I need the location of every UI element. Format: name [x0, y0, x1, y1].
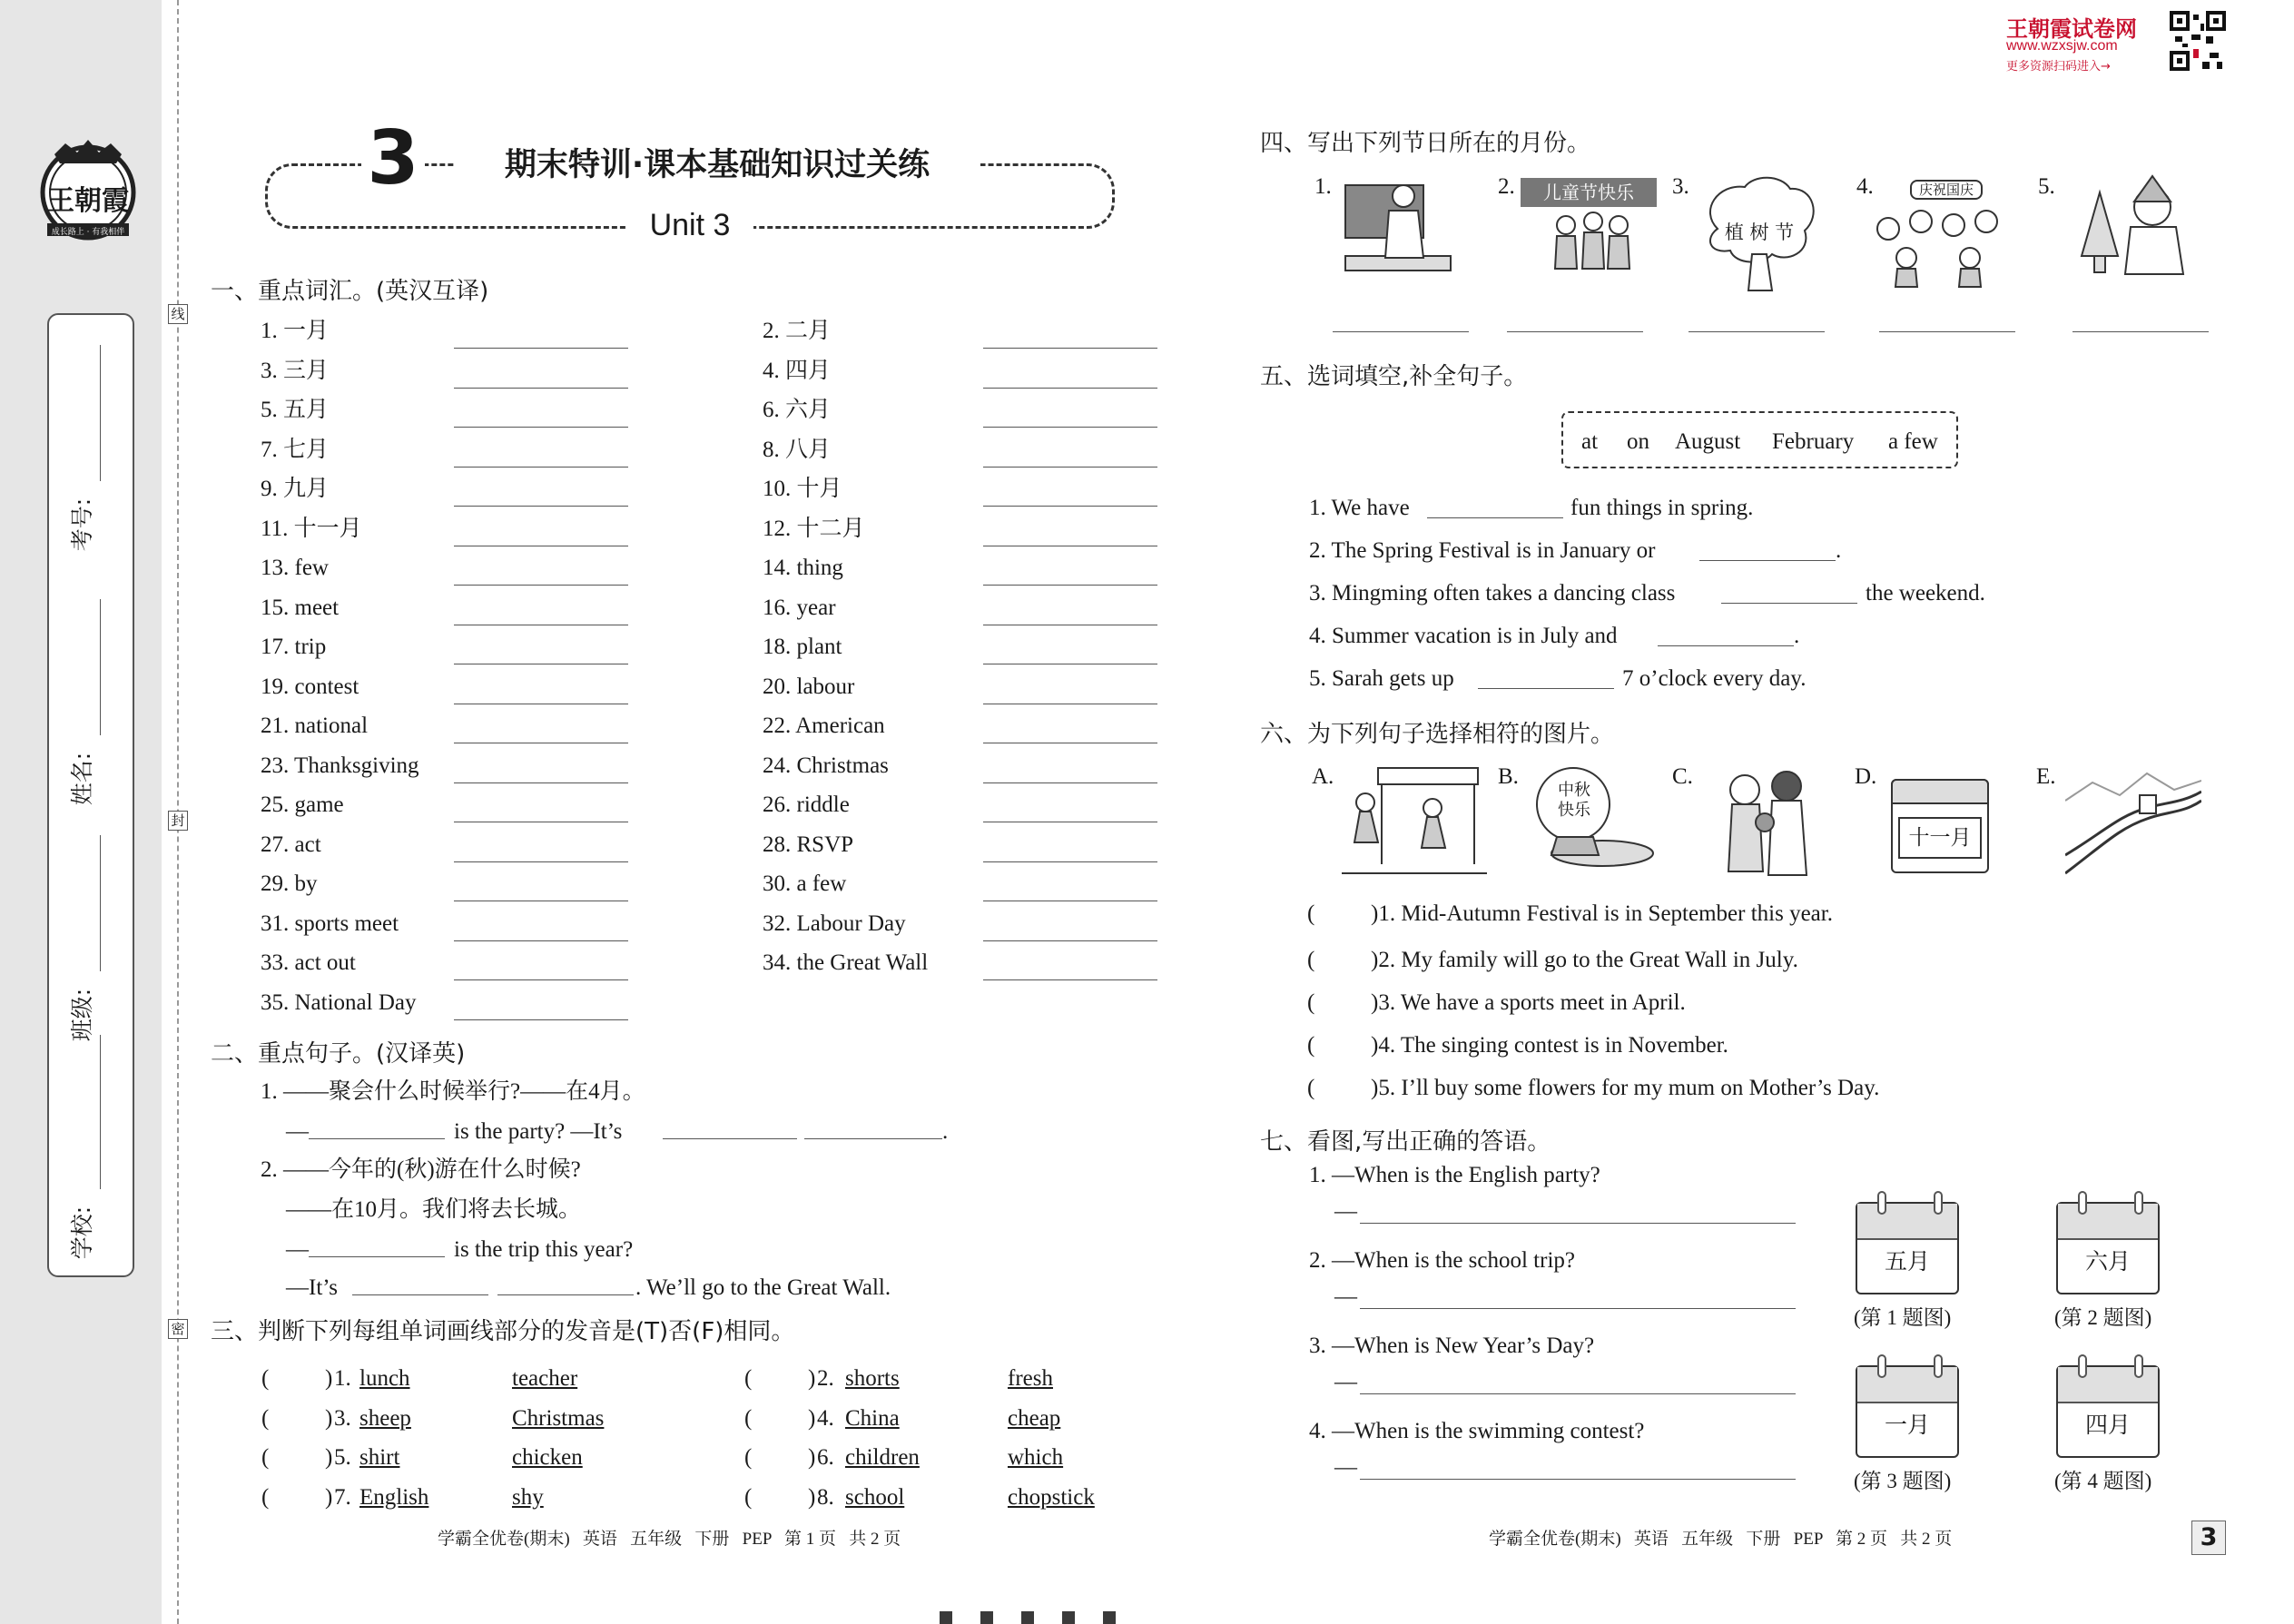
- vocab-answer-blank[interactable]: [983, 467, 1157, 468]
- s2-q2-blank3[interactable]: [497, 1294, 634, 1295]
- s5-4a: 4. Summer vacation is in July and: [1309, 624, 1618, 648]
- s5-blank-5[interactable]: [1478, 688, 1614, 689]
- s6-label-d: D.: [1855, 764, 1877, 789]
- s7-answer-blank[interactable]: [1360, 1223, 1796, 1224]
- vocab-answer-blank[interactable]: [983, 861, 1157, 862]
- tf-answer-paren[interactable]: (: [261, 1405, 270, 1431]
- tf-answer-paren[interactable]: (: [744, 1405, 753, 1431]
- vocab-item: 29. by: [261, 871, 318, 896]
- vocab-item: 28. RSVP: [763, 832, 854, 857]
- s7-answer-dash: —: [1334, 1455, 1357, 1480]
- tf-word-2: chopstick: [1008, 1484, 1095, 1510]
- childrens-day-banner: 儿童节快乐: [1521, 178, 1657, 207]
- vocab-answer-blank[interactable]: [983, 979, 1157, 980]
- s7-question: 2. —When is the school trip?: [1309, 1248, 1575, 1273]
- tf-word-2: shy: [512, 1484, 544, 1510]
- vocab-item: 8. 八月: [763, 437, 832, 462]
- s2-q1: 1. ——聚会什么时候举行?——在4月。: [261, 1079, 645, 1104]
- tf-item-number: 3.: [334, 1405, 351, 1431]
- vocab-item: 5. 五月: [261, 398, 330, 422]
- tf-answer-paren[interactable]: (: [744, 1366, 753, 1391]
- section1-title: 一、重点词汇。(英汉互译): [211, 278, 489, 305]
- tf-close-paren: ): [325, 1366, 333, 1391]
- vocab-answer-blank[interactable]: [454, 348, 628, 349]
- s6-label-a: A.: [1312, 764, 1334, 789]
- tf-word-1: lunch: [359, 1366, 410, 1391]
- s2-q2-blank1[interactable]: [309, 1256, 445, 1257]
- tf-close-paren: ): [325, 1405, 333, 1431]
- vocab-answer-blank[interactable]: [983, 388, 1157, 389]
- national-day-image: [1870, 174, 2023, 289]
- s4-label-2: 2.: [1498, 174, 1515, 199]
- vocab-answer-blank[interactable]: [983, 940, 1157, 941]
- tf-answer-paren[interactable]: (: [261, 1445, 270, 1470]
- vocab-answer-blank[interactable]: [454, 388, 628, 389]
- qr-code-icon: [2170, 11, 2226, 71]
- s4-blank-3[interactable]: [1689, 331, 1825, 332]
- section4-title: 四、写出下列节日所在的月份。: [1260, 130, 1591, 157]
- name-label: 姓名:: [69, 752, 96, 806]
- tf-close-paren: ): [808, 1405, 816, 1431]
- vocab-answer-blank[interactable]: [983, 348, 1157, 349]
- match-answer-paren[interactable]: (: [1307, 1033, 1315, 1058]
- mothers-day-image: [1705, 763, 1825, 881]
- vocab-answer-blank[interactable]: [454, 940, 628, 941]
- s5-blank-2[interactable]: [1699, 560, 1836, 561]
- calendar-caption: (第 3 题图): [1854, 1470, 1952, 1492]
- s7-answer-dash: —: [1334, 1370, 1357, 1394]
- section3-title: 三、判断下列每组单词画线部分的发音是(T)否(F)相同。: [211, 1318, 795, 1345]
- s2-q2-end: . We’ll go to the Great Wall.: [635, 1275, 891, 1300]
- calendar-icon: [2056, 1365, 2160, 1458]
- tf-close-paren: ): [808, 1366, 816, 1391]
- tf-item-number: 1.: [334, 1366, 351, 1391]
- s7-question: 4. —When is the swimming contest?: [1309, 1419, 1645, 1443]
- s7-answer-blank[interactable]: [1360, 1308, 1796, 1309]
- vocab-answer-blank[interactable]: [983, 427, 1157, 428]
- tf-word-1: shirt: [359, 1445, 400, 1470]
- s7-question: 1. —When is the English party?: [1309, 1163, 1600, 1187]
- s2-q2-answer-start: —It’s: [286, 1275, 338, 1300]
- s4-label-4: 4.: [1856, 174, 1874, 199]
- match-sentence: )4. The singing contest is in November.: [1371, 1033, 1728, 1058]
- s6-label-c: C.: [1672, 764, 1693, 789]
- vocab-item: 19. contest: [261, 674, 359, 699]
- header-title: 期末特训·课本基础知识过关练: [454, 145, 980, 185]
- vocab-item: 11. 十一月: [261, 516, 362, 541]
- vocab-item: 31. sports meet: [261, 910, 399, 936]
- mid-autumn-text: 中秋 快乐: [1558, 781, 1590, 820]
- footer-right: 学霸全优卷(期末) 英语 五年级 下册 PEP 第 2 页 共 2 页: [1489, 1530, 1953, 1549]
- vocab-item: 10. 十月: [763, 477, 842, 501]
- tf-word-2: chicken: [512, 1445, 583, 1470]
- mid-autumn-image: [1521, 764, 1657, 871]
- sports-meet-image: [1342, 764, 1487, 881]
- vocab-item: 18. plant: [763, 635, 842, 659]
- tf-word-2: which: [1008, 1445, 1064, 1470]
- tf-word-2: fresh: [1008, 1366, 1053, 1391]
- vocab-item: 26. riddle: [763, 792, 850, 817]
- calendar-month: 五月: [1884, 1248, 1930, 1275]
- section2-title: 二、重点句子。(汉译英): [211, 1040, 466, 1068]
- s6-label-e: E.: [2036, 764, 2056, 789]
- tf-word-1: school: [845, 1484, 905, 1510]
- s5-3b: the weekend.: [1866, 581, 1985, 605]
- vocab-item: 27. act: [261, 832, 321, 857]
- vocab-item: 20. labour: [763, 674, 855, 699]
- header-unit: Unit 3: [626, 205, 753, 245]
- childrens-day-image: [1521, 174, 1657, 276]
- vocab-item: 34. the Great Wall: [763, 950, 929, 975]
- word-bank-at: at: [1581, 429, 1599, 454]
- s7-answer-dash: —: [1334, 1284, 1357, 1309]
- s5-3a: 3. Mingming often takes a dancing class: [1309, 581, 1676, 605]
- footer-left: 学霸全优卷(期末) 英语 五年级 下册 PEP 第 1 页 共 2 页: [438, 1530, 901, 1549]
- s7-question: 3. —When is New Year’s Day?: [1309, 1334, 1595, 1358]
- vocab-item: 7. 七月: [261, 437, 330, 462]
- s4-label-3: 3.: [1672, 174, 1689, 199]
- vocab-item: 4. 四月: [763, 358, 832, 383]
- vocab-answer-blank[interactable]: [454, 427, 628, 428]
- tf-word-2: Christmas: [512, 1405, 605, 1431]
- vocab-item: 2. 二月: [763, 319, 832, 343]
- teachers-day-image: [1342, 174, 1460, 276]
- s2-q2-blank2[interactable]: [352, 1294, 488, 1295]
- match-sentence: )5. I’ll buy some flowers for my mum on Mother’s Day.: [1371, 1076, 1880, 1100]
- s4-blank-2[interactable]: [1507, 331, 1643, 332]
- s5-blank-1[interactable]: [1427, 517, 1563, 518]
- vocab-item: 1. 一月: [261, 319, 330, 343]
- match-answer-paren[interactable]: (: [1307, 948, 1315, 972]
- s4-blank-1[interactable]: [1333, 331, 1469, 332]
- name-field[interactable]: [69, 599, 109, 817]
- calendar-month: 一月: [1884, 1412, 1930, 1438]
- s2-q1-blank2[interactable]: [663, 1138, 797, 1139]
- page-number: 3: [2191, 1521, 2226, 1555]
- vocab-item: 21. national: [261, 714, 369, 738]
- tf-word-1: shorts: [845, 1366, 900, 1391]
- tf-word-1: sheep: [359, 1405, 411, 1431]
- section7-title: 七、看图,写出正确的答语。: [1260, 1128, 1551, 1156]
- vocab-answer-blank[interactable]: [454, 585, 628, 586]
- s5-1a: 1. We have: [1309, 496, 1410, 520]
- word-bank-a-few: a few: [1888, 429, 1938, 454]
- calendar-caption: (第 2 题图): [2054, 1306, 2152, 1329]
- match-answer-paren[interactable]: (: [1307, 901, 1315, 926]
- school-label: 学校:: [69, 1206, 96, 1260]
- school-field[interactable]: [69, 1035, 109, 1271]
- tree-planting-image: [1699, 174, 1819, 297]
- match-sentence: )1. Mid-Autumn Festival is in September this year.: [1371, 901, 1833, 926]
- tf-item-number: 8.: [817, 1484, 834, 1510]
- vocab-item: 17. trip: [261, 635, 327, 659]
- tf-item-number: 2.: [817, 1366, 834, 1391]
- section5-title: 五、选词填空,补全句子。: [1260, 363, 1528, 390]
- word-bank-on: on: [1627, 429, 1649, 454]
- vocab-item: 9. 九月: [261, 477, 330, 501]
- vocab-item: 30. a few: [763, 871, 847, 896]
- tf-word-2: teacher: [512, 1366, 578, 1391]
- calendar-icon: [1856, 1365, 1959, 1458]
- s2-q1-end: .: [942, 1119, 949, 1144]
- s2-q2-dash: —: [286, 1237, 309, 1262]
- vocab-item: 14. thing: [763, 556, 843, 580]
- center-bar: [940, 1611, 952, 1624]
- november-calendar-image: [1891, 779, 1989, 873]
- calendar-month: 六月: [2084, 1248, 2131, 1275]
- logo: [34, 136, 142, 243]
- s5-4b: .: [1794, 624, 1800, 648]
- s4-blank-4[interactable]: [1879, 331, 2015, 332]
- november-text: 十一月: [1898, 817, 1982, 859]
- s6-label-b: B.: [1498, 764, 1519, 789]
- binding-mark-xian: 线: [168, 304, 188, 324]
- vocab-item: 23. Thanksgiving: [261, 753, 419, 778]
- match-answer-paren[interactable]: (: [1307, 1076, 1315, 1100]
- tf-close-paren: ): [325, 1445, 333, 1470]
- tree-planting-text: 植 树 节: [1724, 221, 1795, 243]
- s5-5a: 5. Sarah gets up: [1309, 666, 1454, 691]
- vocab-answer-blank[interactable]: [454, 979, 628, 980]
- tf-answer-paren[interactable]: (: [261, 1366, 270, 1391]
- match-sentence: )2. My family will go to the Great Wall in July.: [1371, 948, 1798, 972]
- s5-2a: 2. The Spring Festival is in January or: [1309, 538, 1656, 563]
- s5-blank-4[interactable]: [1658, 645, 1794, 646]
- tf-item-number: 5.: [334, 1445, 351, 1470]
- vocab-item: 35. National Day: [261, 989, 417, 1015]
- center-bar: [980, 1611, 993, 1624]
- calendar-icon: [2056, 1202, 2160, 1294]
- binding-mark-feng: 封: [168, 811, 188, 831]
- calendar-icon: [1856, 1202, 1959, 1294]
- class-field[interactable]: [69, 835, 109, 1053]
- tf-item-number: 7.: [334, 1484, 351, 1510]
- exam-number-label: 考号:: [69, 497, 96, 552]
- tf-word-2: cheap: [1008, 1405, 1061, 1431]
- class-label: 班级:: [69, 988, 96, 1042]
- s2-q1-blank3[interactable]: [804, 1138, 942, 1139]
- calendar-month: 四月: [2084, 1412, 2131, 1438]
- tf-item-number: 6.: [817, 1445, 834, 1470]
- vocab-answer-blank[interactable]: [983, 585, 1157, 586]
- center-bar: [1103, 1611, 1116, 1624]
- logo-tagline: 成长路上 · 有我相伴: [51, 228, 125, 237]
- vocab-answer-blank[interactable]: [983, 782, 1157, 783]
- s7-answer-blank[interactable]: [1360, 1393, 1796, 1394]
- vocab-item: 15. meet: [261, 595, 340, 620]
- s2-q1-blank1[interactable]: [309, 1138, 445, 1139]
- calendar-caption: (第 1 题图): [1854, 1306, 1952, 1329]
- vocab-answer-blank[interactable]: [454, 782, 628, 783]
- vocab-item: 3. 三月: [261, 358, 330, 383]
- tf-item-number: 4.: [817, 1405, 834, 1431]
- center-bar: [1021, 1611, 1034, 1624]
- vocab-answer-blank[interactable]: [454, 861, 628, 862]
- s5-5b: 7 o’clock every day.: [1622, 666, 1807, 691]
- center-bar: [1062, 1611, 1075, 1624]
- section6-title: 六、为下列句子选择相符的图片。: [1260, 721, 1615, 748]
- exam-number-field[interactable]: [69, 345, 109, 563]
- word-bank-february: February: [1772, 429, 1855, 454]
- s4-label-5: 5.: [2038, 174, 2055, 199]
- s2-q1-dash: —: [286, 1119, 309, 1144]
- vocab-item: 6. 六月: [763, 398, 832, 422]
- vocab-item: 16. year: [763, 595, 836, 620]
- tf-word-1: English: [359, 1484, 429, 1510]
- vocab-item: 22. American: [763, 714, 885, 738]
- calendar-caption: (第 4 题图): [2054, 1470, 2152, 1492]
- s7-answer-blank[interactable]: [1360, 1479, 1796, 1480]
- s4-label-1: 1.: [1314, 174, 1332, 199]
- tf-close-paren: ): [808, 1484, 816, 1510]
- christmas-image: [2074, 174, 2201, 283]
- tf-answer-paren[interactable]: (: [744, 1445, 753, 1470]
- vocab-item: 33. act out: [261, 950, 356, 975]
- match-answer-paren[interactable]: (: [1307, 990, 1315, 1015]
- tf-word-1: China: [845, 1405, 900, 1431]
- vocab-item: 32. Labour Day: [763, 910, 906, 936]
- vocab-answer-blank[interactable]: [983, 506, 1157, 507]
- vocab-item: 25. game: [261, 792, 344, 817]
- s2-q2: 2. ——今年的(秋)游在什么时候?: [261, 1157, 581, 1182]
- tf-word-1: children: [845, 1445, 920, 1470]
- s2-q2-cn: ——在10月。我们将去长城。: [286, 1197, 582, 1222]
- tf-close-paren: ): [808, 1445, 816, 1470]
- tf-close-paren: ): [325, 1484, 333, 1510]
- s5-1b: fun things in spring.: [1570, 496, 1754, 520]
- s7-answer-dash: —: [1334, 1199, 1357, 1224]
- match-sentence: )3. We have a sports meet in April.: [1371, 990, 1686, 1015]
- vocab-item: 13. few: [261, 556, 329, 580]
- logo-text: 王朝霞: [47, 185, 129, 217]
- s5-2b: .: [1836, 538, 1842, 563]
- binding-mark-mi: 密: [168, 1319, 188, 1339]
- watermark-brand: 王朝霞试卷网: [2006, 16, 2137, 42]
- watermark-url: www.wzxsjw.com: [2006, 38, 2118, 54]
- great-wall-image: [2065, 764, 2201, 878]
- word-bank-august: August: [1675, 429, 1741, 454]
- tf-answer-paren[interactable]: (: [261, 1484, 270, 1510]
- tf-answer-paren[interactable]: (: [744, 1484, 753, 1510]
- vocab-answer-blank[interactable]: [454, 506, 628, 507]
- vocab-item: 12. 十二月: [763, 516, 865, 541]
- s2-q2-mid: is the trip this year?: [454, 1237, 634, 1262]
- header-number: 3: [361, 118, 425, 200]
- s5-blank-3[interactable]: [1721, 603, 1857, 604]
- watermark-note: 更多资源扫码进入→: [2006, 60, 2111, 74]
- vocab-item: 24. Christmas: [763, 753, 889, 778]
- national-day-banner: 庆祝国庆: [1910, 180, 1983, 200]
- s2-q1-mid: is the party? —It’s: [454, 1119, 623, 1144]
- vocab-answer-blank[interactable]: [454, 1019, 628, 1020]
- s4-blank-5[interactable]: [2072, 331, 2209, 332]
- vocab-answer-blank[interactable]: [454, 467, 628, 468]
